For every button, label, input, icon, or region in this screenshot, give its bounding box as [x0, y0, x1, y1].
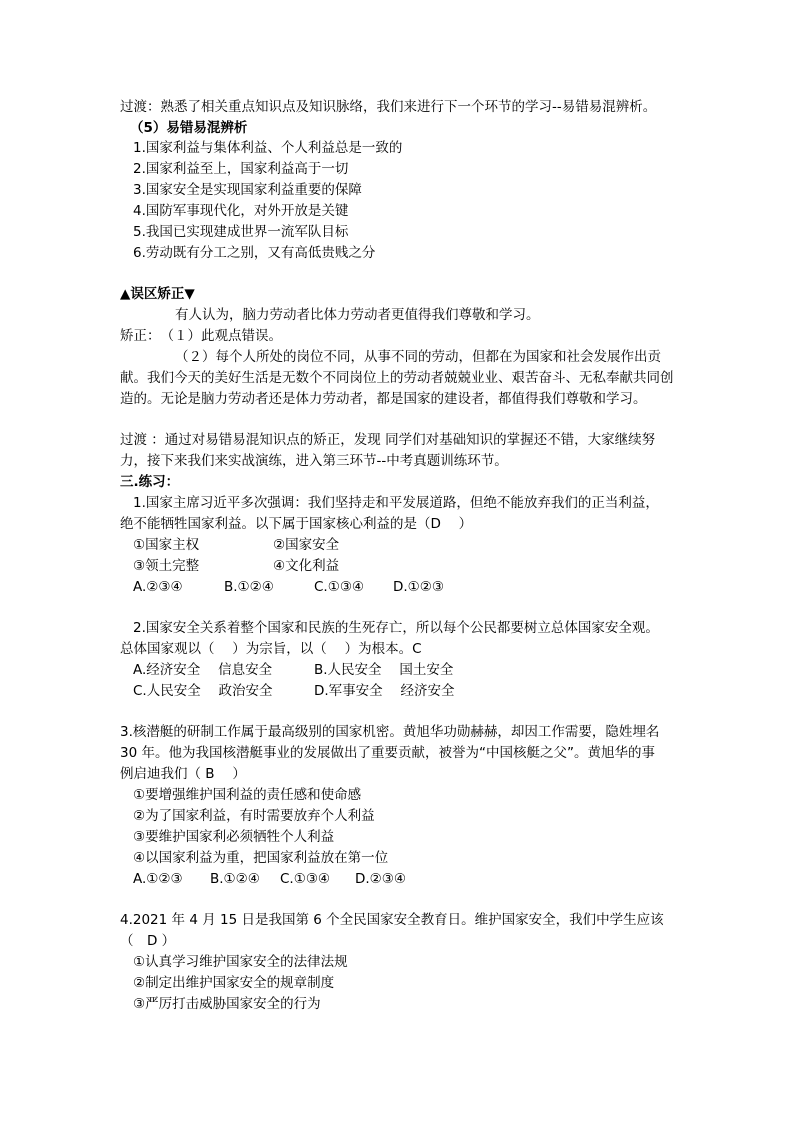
correction-answer-2-line: 献。我们今天的美好生活是无数个不同岗位上的劳动者兢兢业业、艰苦奋斗、无私奉献共同创 — [120, 370, 674, 386]
section-5-title: （5）易错易混辨析 — [130, 120, 248, 136]
question-2-choice: D.军事安全 经济安全 — [314, 683, 455, 699]
transition-text-2: 过渡 ：通过对易错易混知识点的矫正，发现 同学们对基础知识的掌握还不错，大家继续努 — [120, 432, 656, 448]
question-2-choice: C.人民安全 政治安全 — [133, 683, 273, 699]
question-1-choice: D.①②③ — [393, 579, 444, 595]
question-3-option: ③要维护国家利必须牺牲个人利益 — [133, 829, 335, 845]
question-1-stem: 绝不能牺牲国家利益。以下属于国家核心利益的是（D ） — [120, 516, 473, 532]
question-3-option: ④以国家利益为重，把国家利益放在第一位 — [133, 850, 389, 866]
question-2-stem: 总体国家观以（ ）为宗旨，以（ ）为根本。C — [120, 641, 422, 657]
question-1-choice: C.①③④ — [314, 579, 365, 595]
error-item: 2.国家利益至上，国家利益高于一切 — [133, 161, 349, 177]
question-2-stem: 2.国家安全关系着整个国家和民族的生死存亡，所以每个公民都要树立总体国家安全观。 — [133, 620, 659, 636]
question-3-choice: C.①③④ — [280, 871, 331, 887]
error-item: 5.我国已实现建成世界一流军队目标 — [133, 224, 349, 240]
question-1-option: ③领土完整 — [133, 558, 200, 574]
question-3-stem: 3.核潜艇的研制工作属于最高级别的国家机密。黄旭华功勋赫赫，却因工作需要，隐姓埋名 — [120, 724, 660, 740]
question-4-option: ②制定出维护国家安全的规章制度 — [133, 975, 335, 991]
transition-text-2: 力，接下来我们来实战演练，进入第三环节--中考真题训练环节。 — [120, 453, 508, 469]
question-1-option: ②国家安全 — [273, 537, 340, 553]
error-item: 3.国家安全是实现国家利益重要的保障 — [133, 182, 362, 198]
correction-answer-2-line: 造的。无论是脑力劳动者还是体力劳动者，都是国家的建设者，都值得我们尊敬和学习。 — [120, 391, 647, 407]
question-3-option: ②为了国家利益，有时需要放弃个人利益 — [133, 808, 375, 824]
exercise-title: 三.练习： — [120, 474, 180, 490]
transition-text-1: 过渡：熟悉了相关重点知识点及知识脉络，我们来进行下一个环节的学习--易错易混辨析。 — [120, 99, 657, 115]
error-item: 4.国防军事现代化，对外开放是关键 — [133, 203, 349, 219]
question-1-choice: A.②③④ — [133, 579, 183, 595]
error-item: 6.劳动既有分工之别，又有高低贵贱之分 — [133, 245, 376, 261]
correction-claim: 有人认为，脑力劳动者比体力劳动者更值得我们尊敬和学习。 — [175, 307, 540, 323]
question-4-stem: （ D ） — [120, 933, 176, 949]
question-3-choice: A.①②③ — [133, 871, 183, 887]
error-item: 1.国家利益与集体利益、个人利益总是一致的 — [133, 140, 403, 156]
question-2-choice: A.经济安全 信息安全 — [133, 662, 273, 678]
question-1-option: ④文化利益 — [273, 558, 340, 574]
question-3-option: ①要增强维护国利益的责任感和使命感 — [133, 787, 362, 803]
question-4-stem: 4.2021 年 4 月 15 日是我国第 6 个全民国家安全教育日。维护国家安全，我们中学生应该 — [120, 912, 664, 928]
question-3-choice: B.①②④ — [210, 871, 260, 887]
question-3-stem: 例启迪我们（ B ） — [120, 766, 246, 782]
question-4-option: ③严厉打击威胁国家安全的行为 — [133, 996, 321, 1012]
question-2-choice: B.人民安全 国土安全 — [314, 662, 454, 678]
correction-title: ▲误区矫正▼ — [120, 286, 195, 302]
correction-answer-1: 矫正： （１）此观点错误。 — [120, 328, 282, 344]
question-1-choice: B.①②④ — [224, 579, 274, 595]
question-3-stem: 30 年。他为我国核潜艇事业的发展做出了重要贡献，被誉为“中国核艇之父”。黄旭华的事 — [120, 745, 655, 761]
question-3-choice: D.②③④ — [355, 871, 406, 887]
question-1-stem: 1.国家主席习近平多次强调：我们坚持走和平发展道路，但绝不能放弃我们的正当利益， — [133, 495, 659, 511]
correction-answer-2-line: （２）每个人所处的岗位不同，从事不同的劳动，但都在为国家和社会发展作出贡 — [175, 349, 661, 365]
question-4-option: ①认真学习维护国家安全的法律法规 — [133, 954, 348, 970]
question-1-option: ①国家主权 — [133, 537, 200, 553]
